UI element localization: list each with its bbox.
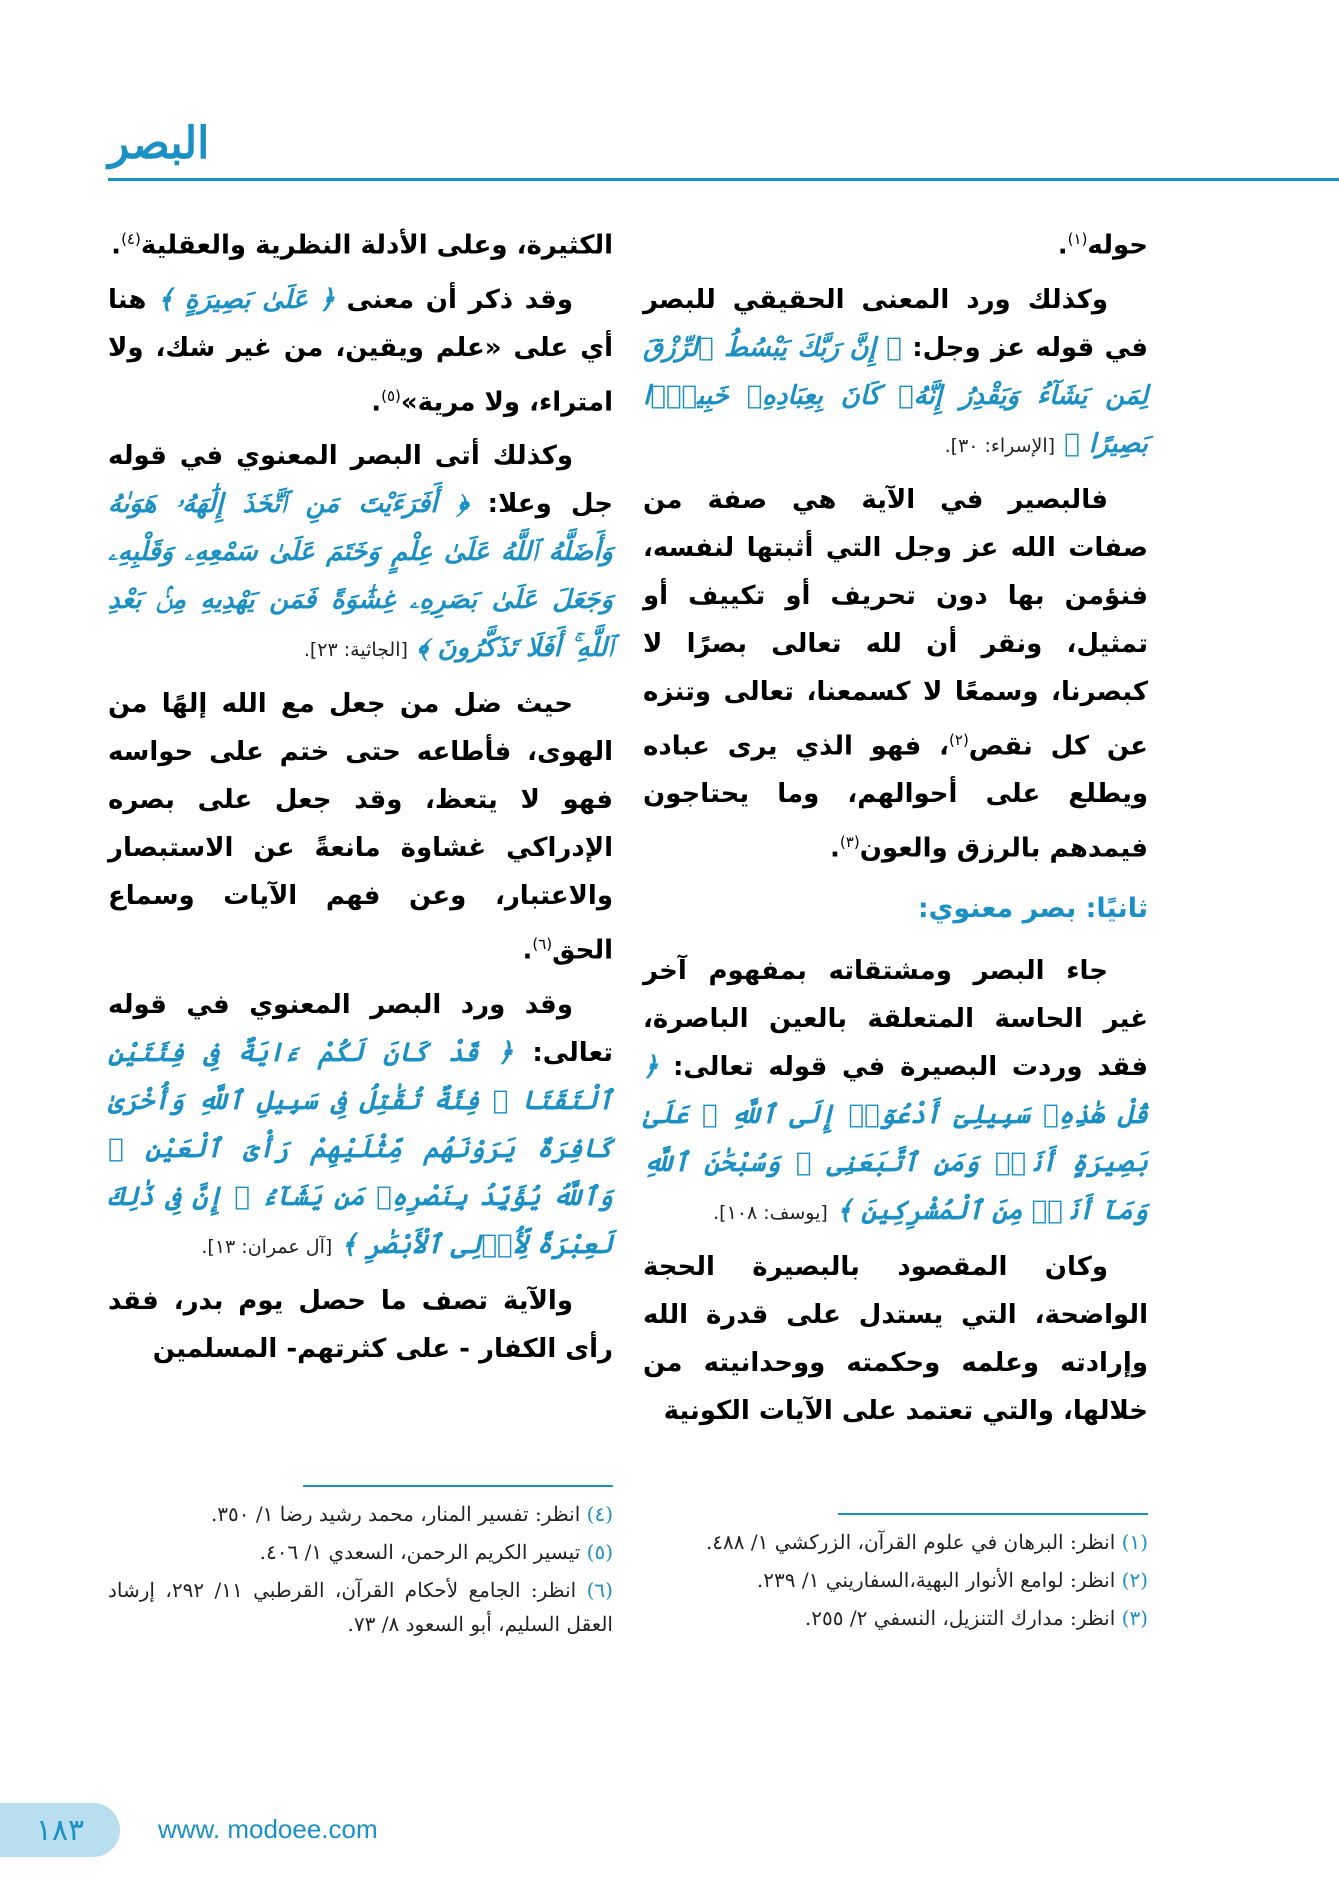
text: ، فهو الذي يرى عباده ويطلع على أحوالهم، وما يحتاجون فيمدهم بالرزق والعون	[643, 731, 1148, 864]
text: والآية تصف ما حصل يوم بدر، فقد رأى الكفار - على كثرتهم- المسلمين	[108, 1285, 613, 1364]
text: .	[830, 833, 840, 864]
paragraph	[108, 981, 613, 1271]
quran-verse: ﴿ إِنَّ رَبَّكَ يَبْسُطُ ٱلرِّزْقَ لِمَن يَشَآءُ وَيَقْدِرُ إِنَّهُۥ كَانَ بِعِبَادِهِۦ خَبِيرًۢا بَصِيرًا ﴾	[643, 332, 1148, 459]
footnotes-left	[108, 1497, 613, 1645]
text: فالبصير في الآية هي صفة من صفات الله عز وجل التي أثبتها لنفسه، فنؤمن بها دون تحريف أو تكييف أو تمثيل، ونقر أن لله تعالى بصرًا لا كبصرنا، وسمعًا لا كسمعنا، تعالى وتنزه عن كل نقص	[643, 484, 1148, 762]
footnote-ref[interactable]: (١)	[1067, 230, 1088, 248]
paragraph	[108, 432, 613, 674]
quran-verse: ﴿ أَفَرَءَيْتَ مَنِ ٱتَّخَذَ إِلَٰهَهُۥ هَوَىٰهُ وَأَضَلَّهُ ٱللَّهُ عَلَىٰ عِلْمٍ وَخَتَمَ عَلَىٰ سَمْعِهِۦ وَقَلْبِهِۦ وَجَعَلَ عَلَىٰ بَصَرِهِۦ غِشَٰوَةً فَمَن يَهْدِيهِ مِنۢ بَعْدِ ٱللَّهِ ۚ أَفَلَا تَذَكَّرُونَ ﴾	[108, 489, 613, 664]
verse-reference: [آل عمران: ١٣].	[201, 1235, 333, 1258]
footnote-ref[interactable]: (٥)	[381, 386, 401, 405]
text: هنا أي على «علم ويقين، من غير شك، ولا امتراء، ولا مرية»	[108, 284, 613, 418]
text: جاء البصر ومشتقاته بمفهوم آخر غير الحاسة المتعلقة بالعين الباصرة، فقد وردت البصيرة في قوله تعالى:	[643, 955, 1148, 1082]
site-url-link[interactable]: www. modoee.com	[158, 1814, 378, 1844]
footnote	[108, 1497, 613, 1531]
quran-verse: ﴿ قَدْ كَانَ لَكُمْ ءَايَةٌ فِى فِئَتَيْنِ ٱلْتَقَتَا ۖ فِئَةٌ تُقَٰتِلُ فِى سَبِيلِ ٱللَّهِ وَأُخْرَىٰ كَافِرَةٌ يَرَوْنَهُم مِّثْلَيْهِمْ رَأْىَ ٱلْعَيْنِ ۚ وَٱللَّهُ يُؤَيِّدُ بِنَصْرِهِۦ مَن يَشَآءُ ۗ إِنَّ فِى ذَٰلِكَ لَعِبْرَةً لِّأُو۟لِى ٱلْأَبْصَٰرِ ﴾	[108, 1037, 613, 1260]
footnote-number: (٤)	[586, 1502, 613, 1526]
footnote-number: (٥)	[586, 1540, 613, 1564]
verse-reference: [يوسف: ١٠٨].	[713, 1201, 828, 1224]
text: وكذلك أتى البصر المعنوي في قوله جل وعلا:	[108, 441, 613, 520]
text: .	[111, 230, 122, 261]
footnotes-right	[643, 1525, 1148, 1639]
right-column	[643, 215, 1148, 1441]
text: وكان المقصود بالبصيرة الحجة الواضحة، التي يستدل على قدرة الله وإرادته وعلمه وحكمته ووحدانيته من خلالها، والتي تعتمد على الآيات الكونية	[643, 1251, 1148, 1426]
paragraph	[643, 947, 1148, 1237]
verse-reference: [الجاثية: ٢٣].	[303, 639, 408, 662]
page-number-badge	[0, 1803, 120, 1857]
paragraph	[108, 276, 613, 427]
paragraph	[108, 1277, 613, 1373]
paragraph	[108, 215, 613, 270]
paragraph	[643, 1243, 1148, 1435]
text: .	[371, 387, 382, 418]
text: حوله	[1087, 230, 1148, 261]
footnote	[643, 1601, 1148, 1635]
footnote-number: (٦)	[586, 1578, 613, 1602]
text: حيث ضل من جعل مع الله إلهًا من الهوى، فأطاعه حتى ختم على حواسه فهو لا يتعظ، وقد جعل على بصره الإدراكي غشاوة مانعةً عن الاستبصار والاعتبار، وعن فهم الآيات وسماع الحق	[108, 689, 613, 966]
footnote-ref[interactable]: (٣)	[839, 833, 860, 852]
footnote	[643, 1525, 1148, 1559]
paragraph	[643, 276, 1148, 470]
footnote	[108, 1573, 613, 1641]
paragraph	[108, 680, 613, 975]
page-title: البصر	[108, 118, 210, 169]
footnote-ref[interactable]: (٤)	[121, 230, 141, 248]
section-subheading: ثانيًا: بصر معنوي:	[917, 892, 1148, 924]
footnote	[643, 1563, 1148, 1597]
footnote-number: (١)	[1121, 1530, 1148, 1554]
footnote-ref[interactable]: (٦)	[532, 935, 553, 954]
footnote-number: (٣)	[1121, 1606, 1148, 1630]
footnote-text: انظر: البرهان في علوم القرآن، الزركشي ١/ ٤٨٨.	[705, 1530, 1116, 1554]
text: وقد ورد البصر المعنوي في قوله تعالى:	[108, 989, 614, 1068]
text: وقد ذكر أن معنى	[346, 284, 573, 315]
text: الكثيرة، وعلى الأدلة النظرية والعقلية	[140, 230, 613, 261]
footnote-number: (٢)	[1121, 1568, 1148, 1592]
footnote-text: انظر: الجامع لأحكام القرآن، القرطبي ١١/ ٢٩٢، إرشاد العقل السليم، أبو السعود ٨/ ٧٣.	[108, 1578, 613, 1636]
footnote	[108, 1535, 613, 1569]
left-column	[108, 215, 613, 1379]
quran-verse: ﴿ قُلْ هَٰذِهِۦ سَبِيلِىٓ أَدْعُوٓا۟ إِلَى ٱللَّهِ ۚ عَلَىٰ بَصِيرَةٍ أَنَا۠ وَمَنِ ٱتَّبَعَنِى ۖ وَسُبْحَٰنَ ٱللَّهِ وَمَآ أَنَا۠ مِنَ ٱلْمُشْرِكِينَ ﴾	[643, 1051, 1148, 1226]
text: .	[1057, 230, 1068, 261]
text: وكذلك ورد المعنى الحقيقي للبصر في قوله عز وجل:	[643, 284, 1149, 363]
paragraph	[643, 215, 1148, 270]
footnote-divider	[303, 1485, 613, 1487]
footnote-ref[interactable]: (٢)	[949, 730, 969, 749]
footnote-text: انظر: لوامع الأنوار البهية،السفاريني ١/ ٢٣٩.	[756, 1568, 1116, 1592]
quran-verse: ﴿ عَلَىٰ بَصِيرَةٍ ﴾	[158, 284, 335, 315]
verse-reference: [الإسراء: ٣٠].	[944, 434, 1056, 457]
footnote-text: انظر: مدارك التنزيل، النسفي ٢/ ٢٥٥.	[804, 1606, 1116, 1630]
header-divider	[108, 178, 1339, 181]
footnote-text: انظر: تفسير المنار، محمد رشيد رضا ١/ ٣٥٠.	[210, 1502, 581, 1526]
paragraph	[643, 476, 1148, 873]
footnote-divider	[838, 1513, 1148, 1515]
footnote-text: تيسير الكريم الرحمن، السعدي ١/ ٤٠٦.	[259, 1540, 581, 1564]
text: .	[522, 935, 533, 966]
page-number: ١٨٣	[35, 1812, 85, 1848]
